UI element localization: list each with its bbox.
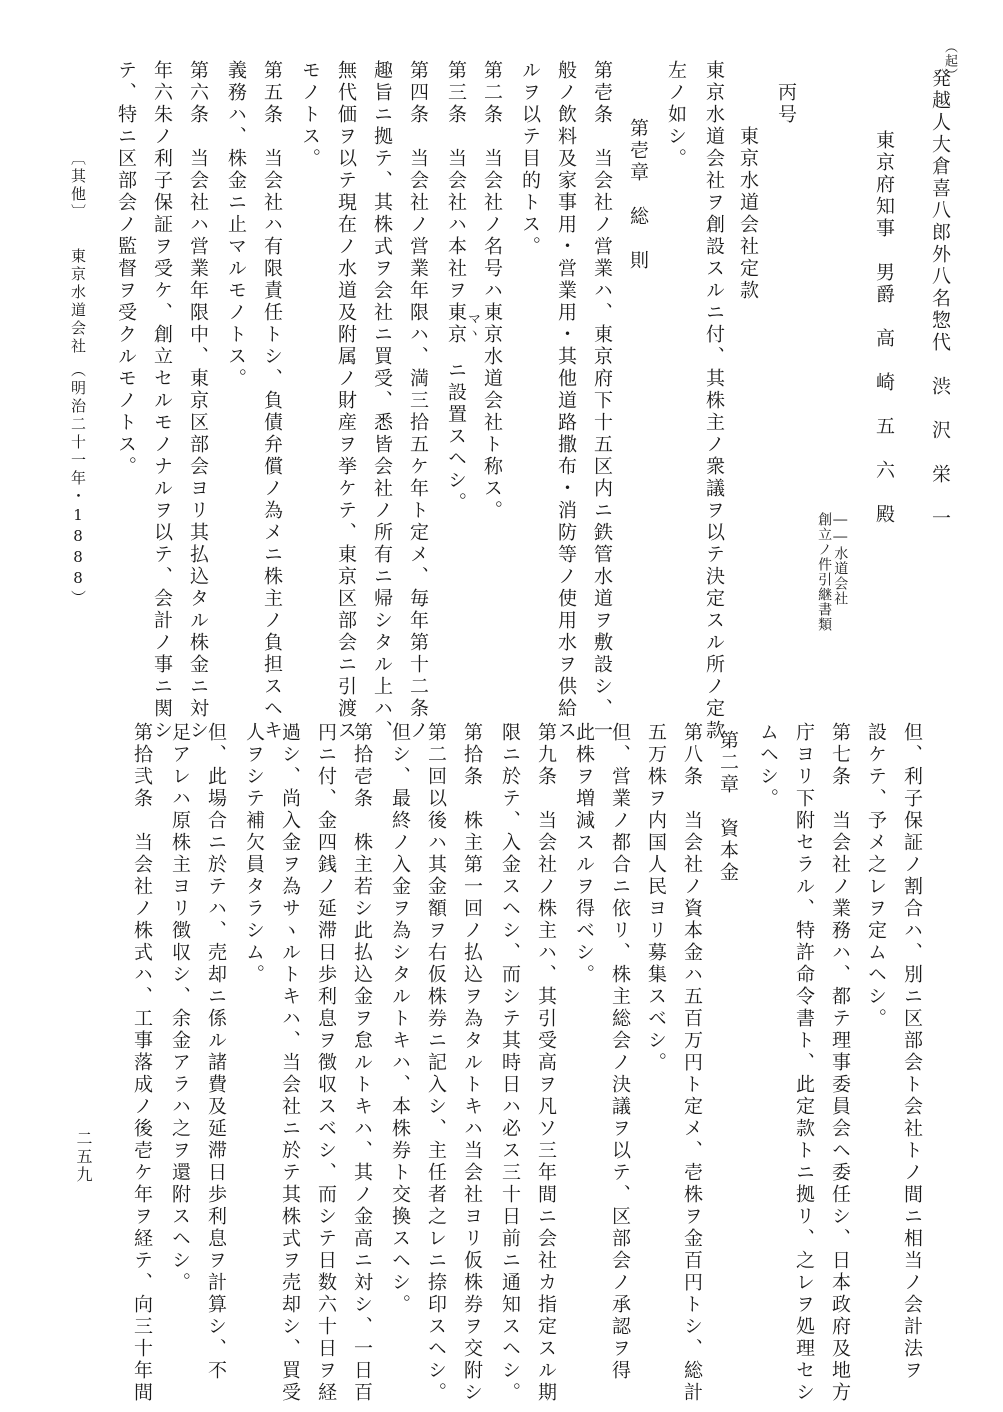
article-text: 第二条 当会社ノ名号ハ東京水道会社ト称ス。: [481, 60, 503, 522]
article-text: 設ケテ、予メ之レヲ定ムヘシ。: [865, 722, 887, 1030]
article-text: 第拾壱条 株主若シ此払込金ヲ怠ルトキハ、其ノ金高ニ対シ、一日百: [351, 722, 373, 1404]
section-heading: 丙号: [775, 82, 797, 126]
chapter-heading: 第壱章 総 則: [627, 118, 649, 272]
article-text: 第六条 当会社ハ営業年限中、東京区部会ヨリ其払込タル株金ニ対シ: [187, 60, 209, 742]
article-text: 義務ハ、株金ニ止マルモノトス。: [225, 60, 247, 390]
article-text: 第二回以後ハ其金額ヲ右仮株券ニ記入シ、主任者之レニ捺印スヘシ。: [425, 722, 447, 1404]
footer-company: 東京水道会社: [69, 248, 87, 356]
chapter-heading: 第二章 資本金: [717, 730, 739, 884]
article-text: テ、特ニ区部会ノ監督ヲ受クルモノトス。: [115, 60, 137, 478]
article-text: ムヘシ。: [757, 722, 779, 810]
sender-bracket: （起）: [942, 40, 957, 82]
article-text: 人ヲシテ補欠員タラシム。: [243, 722, 265, 986]
article-text: 第四条 当会社ノ営業年限ハ、満三拾五ケ年ト定メ、毎年第十二条ノ: [407, 60, 429, 742]
article-text: 第三条 当会社ハ本社ヲ東京: [445, 60, 467, 346]
document-title: 東京水道会社定款: [737, 126, 759, 302]
article-text: 此株ヲ増減スルヲ得ベシ。: [573, 722, 595, 986]
article-text: 第壱条 当会社ノ営業ハ、東京府下十五区内ニ鉄管水道ヲ敷設シ、一: [591, 60, 613, 742]
footer-date: （明治二十一年・1888）: [69, 362, 87, 608]
page-number: 二五九: [74, 1130, 93, 1184]
article-text: 第五条 当会社ハ有限責任トシ、負債弁償ノ為メニ株主ノ負担スヘキ: [261, 60, 283, 742]
article-text: モノトス。: [299, 60, 321, 170]
side-note-line-1: ――水道会社: [832, 512, 849, 606]
side-note-line-2: 創立ノ件引継書類: [816, 512, 833, 632]
article-text: 第拾弐条 当会社ノ株式ハ、工事落成ノ後壱ケ年ヲ経テ、向三十年間: [131, 722, 153, 1404]
article-text: 第拾条 株主第一回ノ払込ヲ為タルトキハ当会社ヨリ仮株券ヲ交附シ: [461, 722, 483, 1404]
article-text: 無代価ヲ以テ現在ノ水道及附属ノ財産ヲ挙ケテ、東京区部会ニ引渡ス: [335, 60, 357, 742]
article-text: 趣旨ニ拠テ、其株式ヲ会社ニ買受、悉皆会社ノ所有ニ帰シタル上ハ、: [371, 60, 393, 742]
article-text: 但シ、最終ノ入金ヲ為シタルトキハ、本株券ト交換スヘシ。: [389, 722, 411, 1316]
article-text: 五万株ヲ内国人民ヨリ募集スベシ。: [645, 722, 667, 1074]
intro-text: 左ノ如シ。: [665, 60, 687, 170]
article-text: 但、利子保証ノ割合ハ、別ニ区部会ト会社トノ間ニ相当ノ会計法ヲ: [901, 722, 923, 1382]
article-text: 限ニ於テ、入金スヘシ、而シテ其時日ハ必ス三十日前ニ通知スヘシ。: [499, 722, 521, 1404]
footer-category: 〔其他〕: [69, 150, 87, 222]
article-text: 般ノ飲料及家事用・営業用・其他道路撒布・消防等ノ使用水ヲ供給ス: [555, 60, 577, 742]
ruby-annotation: マヽ: [465, 312, 480, 340]
article-text: 庁ヨリ下附セラル、特許命令書ト、此定款トニ拠リ、之レヲ処理セシ: [793, 722, 815, 1404]
article-text: ニ設置スヘシ。: [445, 360, 467, 514]
article-text: 第七条 当会社ノ業務ハ、都テ理事委員会ヘ委任シ、日本政府及地方: [829, 722, 851, 1404]
article-text: 但、営業ノ都合ニ依リ、株主総会ノ決議ヲ以テ、区部会ノ承認ヲ得: [609, 722, 631, 1382]
article-text: 第八条 当会社ノ資本金ハ五百万円ト定メ、壱株ヲ金百円トシ、総計: [681, 722, 703, 1404]
intro-text: 東京水道会社ヲ創設スルニ付、其株主ノ衆議ヲ以テ決定スル所ノ定款: [703, 60, 725, 742]
article-text: ルヲ以テ目的トス。: [519, 60, 541, 258]
article-text: 円ニ付、金四銭ノ延滞日歩利息ヲ徴収スベシ、而シテ日数六十日ヲ経: [315, 722, 337, 1404]
article-text: 足アレハ原株主ヨリ徴収シ、余金アラハ之ヲ還附スヘシ。: [169, 722, 191, 1294]
addressee-line: 東京府知事 男爵 高 崎 五 六 殿: [873, 130, 895, 526]
article-text: 年六朱ノ利子保証ヲ受ケ、創立セルモノナルヲ以テ、会計ノ事ニ関シ: [151, 60, 173, 742]
article-text: 過シ、尚入金ヲ為サヽルトキハ、当会社ニ於テ其株式ヲ売却シ、買受: [279, 722, 301, 1404]
sender-line: 発越人大倉喜八郎外八名惣代 渋 沢 栄 一: [929, 68, 951, 530]
side-note: [816, 512, 848, 632]
article-text: 但、此場合ニ於テハ、売却ニ係ル諸費及延滞日歩利息ヲ計算シ、不: [205, 722, 227, 1382]
article-text: 第九条 当会社ノ株主ハ、其引受高ヲ凡ソ三年間ニ会社カ指定スル期: [535, 722, 557, 1404]
